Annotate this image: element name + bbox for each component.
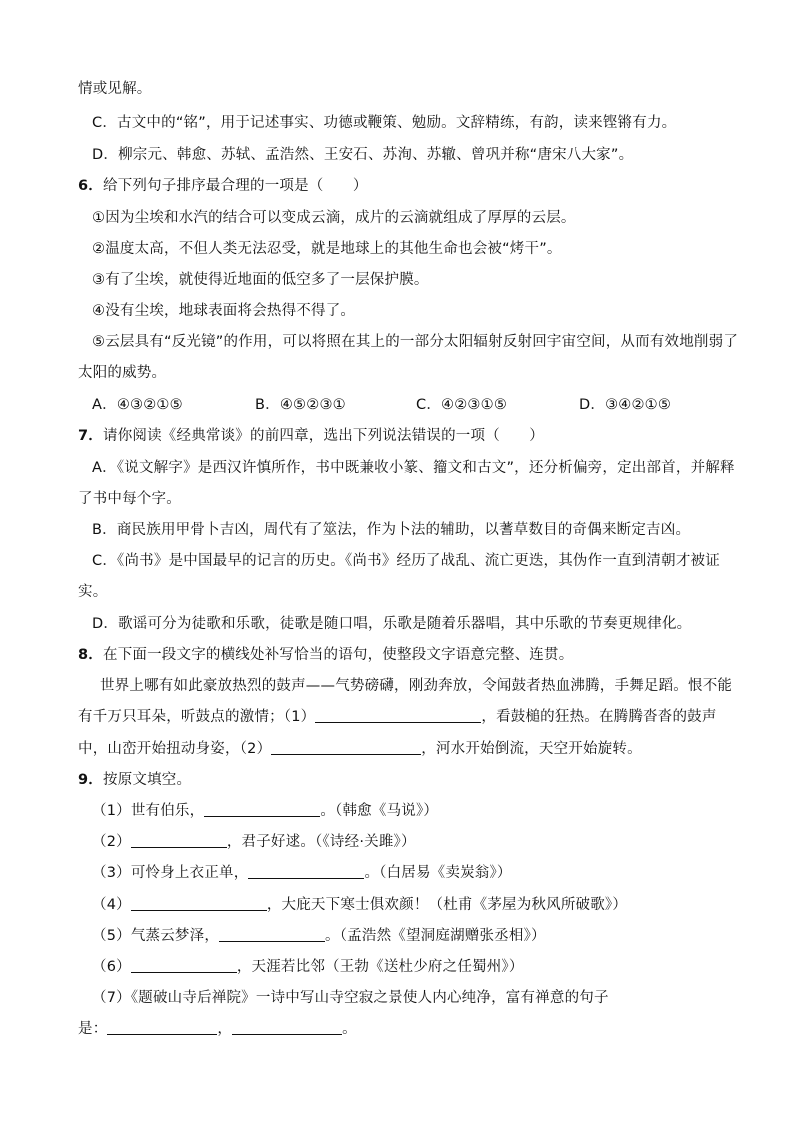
text: 。（白居易《卖炭翁》）: [364, 865, 512, 881]
text: A．《说文解字》是西汉许慎所作，书中既兼收小篆、籀文和古文”，还分析偏旁，定出部首，并解释: [92, 460, 735, 476]
sentence-1: [92, 208, 746, 228]
question-6-stem: [78, 176, 746, 196]
text: ①因为尘埃和水汽的结合可以变成云滴，成片的云滴就组成了厚厚的云层。: [92, 210, 576, 226]
fill-item-7: [92, 988, 746, 1008]
fill-blank[interactable]: [107, 1020, 217, 1035]
text: ④没有尘埃，地球表面将会热得不得了。: [92, 303, 356, 319]
text: D．柳宗元、韩愈、苏轼、孟浩然、王安石、苏洵、苏辙、曾巩并称“唐宋八大家”。: [92, 147, 634, 163]
text: 。: [342, 1021, 357, 1037]
text: 有千万只耳朵，听鼓点的激情；（1）: [78, 709, 316, 725]
option-a[interactable]: A．④③②①⑤: [92, 397, 183, 413]
fill-blank[interactable]: [131, 833, 227, 848]
question-9-stem: [78, 770, 746, 790]
text: （3）可怜身上衣正单，: [92, 865, 249, 881]
fill-blank-1[interactable]: [315, 708, 481, 723]
text: B．商民族用甲骨卜吉凶，周代有了筮法，作为卜法的辅助，以蓍草数目的奇偶来断定吉凶。: [92, 522, 691, 538]
text: 世界上哪有如此豪放热烈的鼓声——气势磅礴，刚劲奔放，令闻鼓者热血沸腾，手舞足蹈。恨不能: [100, 678, 733, 694]
option-d-line: [92, 614, 746, 634]
sentence-5: [92, 332, 746, 352]
question-text: 在下面一段文字的横线处补写恰当的语句，使整段文字语意完整、连贯。: [103, 647, 574, 663]
text: ，: [217, 1021, 233, 1037]
sentence-5-cont: [78, 363, 746, 383]
text: （2）: [92, 834, 131, 850]
text: ，河水开始倒流，天空开始旋转。: [421, 741, 642, 757]
fill-blank[interactable]: [248, 864, 364, 879]
fill-item-6: [92, 957, 746, 977]
text: 。（孟浩然《望洞庭湖赠张丞相》）: [325, 928, 546, 944]
option-c-cont: [78, 582, 746, 602]
text: （6）: [92, 959, 131, 975]
sentence-3: [92, 270, 746, 290]
text: 中，山峦开始扭动身姿，（2）: [78, 741, 272, 757]
text: ，君子好逑。（《诗经·关雎》）: [226, 834, 416, 850]
text: 。（韩愈《马说》）: [320, 803, 439, 819]
text: （1）世有伯乐，: [92, 803, 205, 819]
fill-item-7-cont: [78, 1019, 746, 1039]
question-number: 9．: [78, 772, 103, 788]
question-number: 8．: [78, 647, 103, 663]
text: D．歌谣可分为徒歌和乐歌，徒歌是随口唱，乐歌是随着乐器唱，其中乐歌的节奏更规律化。: [92, 616, 692, 632]
text: ，天涯若比邻（王勃《送杜少府之任蜀州》）: [236, 959, 524, 975]
fill-item-4: [92, 895, 746, 915]
text: ⑤云层具有“反光镜”的作用，可以将照在其上的一部分太阳辐射反射回宇宙空间，从而有效地削弱了: [92, 334, 739, 350]
question-text: 请你阅读《经典常谈》的前四章，选出下列说法错误的一项（ ）: [103, 428, 544, 444]
question-text: 按原文填空。: [103, 772, 192, 788]
fill-item-3: [92, 863, 746, 883]
text: ②温度太高，不但人类无法忍受，就是地球上的其他生命也会被“烤干”。: [92, 241, 562, 257]
text: （7）《题破山寺后禅院》一诗中写山寺空寂之景使人内心纯净，富有禅意的句子: [92, 990, 609, 1006]
text: ③有了尘埃，就使得近地面的低空多了一层保护膜。: [92, 272, 429, 288]
question-text: 给下列句子排序最合理的一项是（ ）: [103, 178, 368, 194]
option-d[interactable]: D．③④②①⑤: [579, 397, 672, 413]
text: 情或见解。: [78, 81, 152, 97]
option-c-line: [92, 551, 746, 571]
question-7-stem: [78, 426, 746, 446]
fill-blank-2[interactable]: [271, 740, 421, 755]
question-number: 7．: [78, 428, 103, 444]
text: 了书中每个字。: [78, 491, 181, 507]
passage-line-2: [78, 707, 746, 727]
option-b[interactable]: B．④⑤②③①: [255, 397, 346, 413]
option-c[interactable]: C．④②③①⑤: [416, 397, 508, 413]
paragraph-line: [78, 79, 746, 99]
question-8-stem: [78, 645, 746, 665]
text: （4）: [92, 897, 131, 913]
text: ，大庇天下寒士俱欢颜！（杜甫《茅屋为秋风所破歌》）: [266, 897, 628, 913]
sentence-2: [92, 239, 746, 259]
fill-blank[interactable]: [219, 927, 325, 942]
text: C．古文中的“铭”，用于记述事实、功德或鞭策、勉励。文辞精练，有韵，读来铿锵有力。: [92, 115, 677, 131]
text: C．《尚书》是中国最早的记言的历史。《尚书》经历了战乱、流亡更迭，其伪作一直到清朝才被证: [92, 553, 720, 569]
fill-item-5: [92, 926, 746, 946]
option-b-line: [92, 520, 746, 540]
fill-blank[interactable]: [204, 802, 320, 817]
text: ，看鼓槌的狂热。在腾腾沓沓的鼓声: [481, 709, 717, 725]
fill-item-1: [92, 801, 746, 821]
text: 是：: [78, 1021, 108, 1037]
passage-line-1: [100, 676, 746, 696]
passage-line-3: [78, 739, 746, 759]
option-a-line: [92, 458, 746, 478]
sentence-4: [92, 301, 746, 321]
fill-blank[interactable]: [131, 958, 237, 973]
question-number: 6．: [78, 178, 103, 194]
text: 实。: [78, 584, 108, 600]
text: 太阳的威势。: [78, 365, 167, 381]
fill-blank[interactable]: [131, 896, 267, 911]
option-d-line: [92, 145, 746, 165]
option-c-line: [92, 113, 746, 133]
fill-blank[interactable]: [232, 1020, 342, 1035]
option-a-cont: [78, 489, 746, 509]
fill-item-2: [92, 832, 746, 852]
text: （5）气蒸云梦泽，: [92, 928, 220, 944]
